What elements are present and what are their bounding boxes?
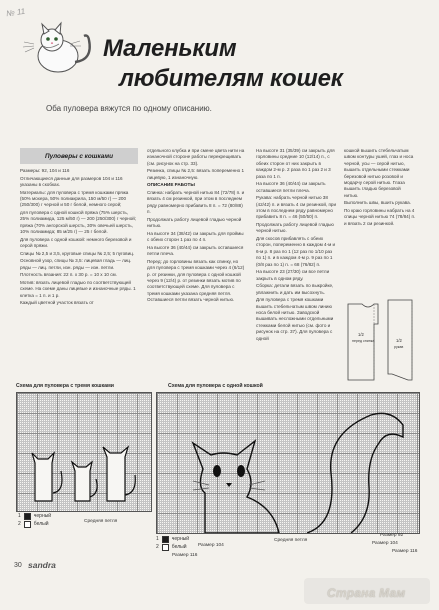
intro-text: Оба пуловера вяжутся по одному описанию. [46,104,212,113]
black-swatch [24,513,31,520]
size-label-92: Размер 92 [380,533,404,538]
paragraph: Отличающиеся данные для размеров 104 и 116 указаны в скобках. [20,175,123,187]
paragraph: На высоте 23 (27/30) см все петли закрыть в одном ряду. [256,269,330,281]
chart2-middle-stitch-label: Средняя петля [274,538,308,543]
size-label-104-right: Размер 104 [372,541,398,546]
legend-symbol: 1 [18,513,21,519]
page-title [101,34,343,94]
chart1-legend [18,512,51,528]
column-4 [344,148,416,228]
cat-logo-icon [20,20,102,78]
paragraph: Выполнить швы, вшить рукава. [344,200,411,206]
pattern-sleeve-label: рукав [394,345,404,349]
chart2-caption: Схема для пуловера с одной кошкой [168,383,263,389]
magazine-brand: sandra [28,560,56,570]
chart1-caption: Схема для пуловера с тремя кошками [16,383,115,389]
one-cat-chart [156,392,420,534]
site-watermark: Страна Мам [327,586,406,600]
paragraph: На высоте 36 (40/44) см закрыть оставшиеся петли плеча. [147,244,244,257]
size-label-104-left: Размер 104 [198,543,224,548]
paragraph: Каждый цветной участок вязать от [20,300,94,306]
column-1 [20,148,138,308]
three-cats-motif [17,393,151,511]
paragraph: Для скосов прибавлять с обеих сторон, попеременно в каждом 4-м и 6-м р. 8 раз по 1 (12 раз по 1/10 раз по 1) п. и в каждом 4-м р. 9 раз по 1 (0/8 раз по 1) п. = 68 (76/82) п. [256,236,336,267]
paragraph: Продолжать работу лицевой гладью черной нитью. [256,222,334,234]
white-swatch [24,521,31,528]
pattern-half-label-sleeve: 1/2 [396,338,402,343]
legend-label: белый [33,521,49,527]
three-cats-chart [16,392,152,512]
section-heading-text: ОПИСАНИЕ РАБОТЫ [147,182,195,188]
paragraph: Спицы № 2,5 и 3,5, круговые спицы № 2,5; 5 пуговиц. [20,250,135,256]
paragraph: Сборка: детали вязать по выкройке, увлажнить и дать им высохнуть. [256,283,334,295]
chart1-middle-stitch-label: Средняя петля [84,519,118,524]
paragraph: Мотив: вязать лицевой гладью по соответствующей схеме. На схеме даны лицевые и изнаночные ряды. 1 клетка = 1 п. и 1 р. [20,280,136,298]
paragraph: Для пуловера с тремя кошками вышить стебельчатым швом линию носа белой нитью. Заводской вышивать несложными отдельными стежками белой нитью (см. фото и рисунок на стр. 37). Для пуловера с одной [256,297,334,341]
black-swatch [162,536,169,543]
legend-item-white [18,520,51,528]
paragraph: Размеры: 92, 104 и 116 [20,168,70,173]
legend-symbol: 2 [18,521,21,527]
handwritten-note: № 11 [5,6,26,19]
sewing-pattern-diagram [344,292,418,388]
size-label-116-right: Размер 116 [392,549,418,554]
paragraph: Перед: до горловины вязать как спинку, но для пуловера с тремя кошками через 4 (6/12) р. от резинки, для пуловера с одной кошкой через 9 (12/4) р. от резинки вязать мотив по соответствующей схеме. Для пуловера с тремя кошками указана средняя петля. Оставшиеся петли вязать черной нитью. [147,258,245,303]
column-3 [256,148,338,343]
paragraph: Основной узор, спицы № 3,5: лицевая гладь — лиц. ряды — лиц. петли, изн. ряды — изн. петли. [20,258,132,270]
paragraph: отдельного клубка и при смене цвета нити на изнаночной стороне работы перекрещивать (см. рисунок на стр. 33). [147,148,245,166]
pattern-half-label: 1/2 [358,332,364,337]
legend-symbol: 1 [156,536,159,542]
legend-item-black [156,535,189,543]
legend-item-white [156,543,189,551]
paragraph: Материалы: для пуловера с тремя кошками пряжа (50% мохера, 50% полиакрила, 150 м/50 г) — 200 (250/300) г черной и 50 г белой, немного серой; [20,189,129,208]
page-number: 30 [14,562,22,569]
column-2 [147,148,247,305]
paragraph: На высоте 34 (38/42) см закрыть для проймы с обеих сторон 1 раз по 4 п. [147,230,244,243]
paragraph: для пуловера с одной кошкой пряжа (75% шерсть, 25% полиамида, 125 м/50 г) — 200 (250/300) г черной; пряжа (70% ангорской шерсть, 30% овечьей шерсть, 10% полиамида; 85 м/25 г) — 25 г белой. [20,210,137,235]
one-cat-motif [157,393,419,533]
paragraph: Резинка, спицы № 2,5: вязать попеременно 1 лицевую, 1 изнаночную. [147,168,245,180]
paragraph: Рукава: набрать черной нитью 38 (42/42) п. и вязать 4 см резинкой, при этом в последнем ряду равномерно прибавить 8 п. = 46 (50/50) п. [256,195,337,220]
section-heading [147,182,247,188]
title-line-2: любителям кошек [119,65,343,92]
white-swatch [162,544,169,551]
legend-item-black [18,512,51,520]
legend-label: черный [171,536,190,542]
title-line-1: Маленьким [103,35,237,62]
legend-label: черный [33,513,52,519]
paragraph: По краю горловины набрать на 4 спицы черной нитью 74 (78/84) п. и вязать 2 см резинкой. [344,208,416,226]
paragraph: кошкой вышить стебельчатым швом контуры ушей, глаз и носа черной, усы — серой нитью, вышить отдельными стежками березовой нитью розовой и модарчу серой нитью. Глаза вышить гладью березовой нитью. [344,148,414,198]
paragraph: Продолжать работу лицевой гладью черной нитью. [147,216,242,229]
paragraph: На высоте 36 (40/44) см закрыть оставшиеся петли плеча. [256,181,326,193]
legend-label: белый [171,544,187,550]
section-box-title: Пуловеры с кошками [20,148,138,164]
paragraph: Спинка: набрать черной нитью 84 (72/78) п. и вязать 4 см резинкой, при этом в последнем ряду равномерно прибавить 8 п. = 72 (80/88) п. [147,190,245,215]
paragraph: Плотность вязания: 22 п. x 30 р. = 10 x 10 см. [20,272,117,278]
pattern-front-back-label: перед спинка [352,339,375,343]
paragraph: Для пуловера с одной кошкой: немного березовой и серой пряжи. [20,236,132,249]
paragraph: На высоте 31 (35/39) см закрыть для горловины средние 10 (12/14) п., с обеих сторон от них закрыть в каждом 2-м р. 2 раза по 1 раз 2 и 3 раза по 1 п. [256,148,335,179]
chart2-legend [156,535,189,551]
size-label-116-left: Размер 116 [172,553,198,558]
legend-symbol: 2 [156,544,159,550]
